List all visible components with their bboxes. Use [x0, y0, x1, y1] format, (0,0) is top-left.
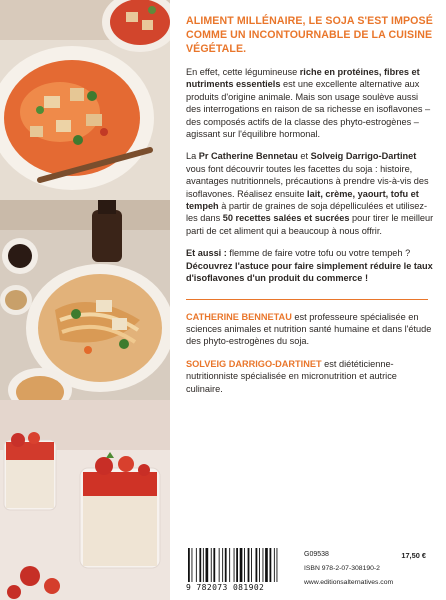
barcode-bar [270, 548, 272, 582]
author-bio-2 [186, 358, 434, 395]
barcode-bar [234, 548, 235, 582]
photo-tofu-noodles [0, 200, 170, 400]
barcode-bar [203, 548, 204, 582]
barcode-bars [186, 548, 298, 584]
barcode-bar [222, 548, 223, 582]
intro-highlight: riche en protéines, fibres et nutriments essentiels [186, 67, 420, 90]
barcode-bar [229, 548, 230, 582]
product-code: G09538 [304, 551, 329, 558]
barcode-bar [248, 548, 250, 582]
barcode-bar [192, 548, 193, 582]
barcode-bar [199, 548, 201, 582]
barcode-bar [265, 548, 268, 582]
barcode-bar [256, 548, 258, 582]
photo-column [0, 0, 170, 600]
barcode-bar [196, 548, 197, 582]
barcode-bar [277, 548, 278, 582]
barcode-bar [225, 548, 227, 582]
content-paragraph [186, 150, 434, 237]
author-2-name: SOLVEIG DARRIGO-DARTINET [186, 358, 322, 369]
intro-text-1: En effet, cette légumineuse [186, 67, 300, 77]
products-highlight: lait, crème, yaourt, tofu et tempeh [186, 188, 419, 212]
barcode [186, 548, 298, 584]
content-text-5: pour tirer le meilleur parti de cet aliment qui a beaucoup à nous offrir. [186, 213, 434, 236]
section-divider [186, 299, 428, 300]
barcode-bar [219, 548, 220, 582]
photo-panna-cotta [0, 400, 170, 600]
barcode-bar [213, 548, 215, 582]
intro-paragraph [186, 66, 434, 140]
barcode-bar [274, 548, 275, 582]
bonus-label: Et aussi : [186, 248, 227, 259]
bonus-highlight: Découvrez l'astuce pour faire simplement réduire le taux d'isoflavones d'un produit du commerce ! [186, 260, 433, 284]
back-cover-text [186, 14, 434, 395]
ean-number: 9 782073 081902 [186, 583, 265, 592]
content-text-1: La [186, 151, 199, 162]
barcode-bar [211, 548, 212, 582]
bonus-paragraph [186, 247, 434, 284]
barcode-bar [236, 548, 238, 582]
headline: ALIMENT MILLÉNAIRE, LE SOJA S'EST IMPOSÉ COMME UN INCONTOURNABLE DE LA CUISINE VÉGÉTALE. [186, 15, 433, 55]
author-2-bio: est diététicienne-nutritionniste spécialisée en micronutrition et autrice culinaire. [186, 358, 397, 394]
photo-tofu-noodles-illustration [0, 200, 170, 400]
author-2-mention: Solveig Darrigo-Dartinet [310, 151, 417, 162]
barcode-block [186, 548, 432, 594]
photo-tofu-curry-illustration [0, 0, 170, 200]
barcode-bar [188, 548, 190, 582]
content-text-2: et [297, 151, 311, 162]
author-1-name: CATHERINE BENNETAU [186, 311, 292, 322]
barcode-bar [251, 548, 252, 582]
price: 17,50 € [401, 551, 426, 560]
author-1-mention: Pr Catherine Bennetau [198, 151, 298, 162]
bonus-text: flemme de faire votre tofu ou votre tempeh ? [226, 248, 411, 259]
author-bio-1 [186, 311, 434, 348]
photo-tofu-curry [0, 0, 170, 200]
author-1-bio: est professeure spécialisée en sciences animales et nutrition santé humaine et dans l'étude des phyto-estrogènes du soja. [186, 311, 432, 347]
photo-panna-cotta-illustration [0, 400, 170, 600]
publisher-website: www.editionsalternatives.com [304, 579, 394, 586]
barcode-bar [263, 548, 264, 582]
barcode-bar [206, 548, 209, 582]
recipes-highlight: 50 recettes salées et sucrées [222, 213, 350, 224]
barcode-bar [240, 548, 243, 582]
barcode-bar [244, 548, 245, 582]
content-text-3: vous font découvrir toutes les facettes du soja : histoire, avantages nutritionnels, précautions à prendre vis-à-vis des isoflavones. Réalisez ensuite [186, 163, 429, 199]
barcode-bar [259, 548, 260, 582]
isbn: ISBN 978-2-07-308190-2 [304, 565, 380, 572]
intro-text-2: est une excellente alternative aux produits d'origine animale. Mais son usage soulève aussi des interrogations en raison de sa richesse en isoflavones – des composés actifs de la classe des phyto-estrogènes – agissant sur l'équilibre hormonal. [186, 79, 431, 140]
content-text-4: à partir de graines de soja dépelliculées et utilisez-les dans [186, 201, 428, 224]
